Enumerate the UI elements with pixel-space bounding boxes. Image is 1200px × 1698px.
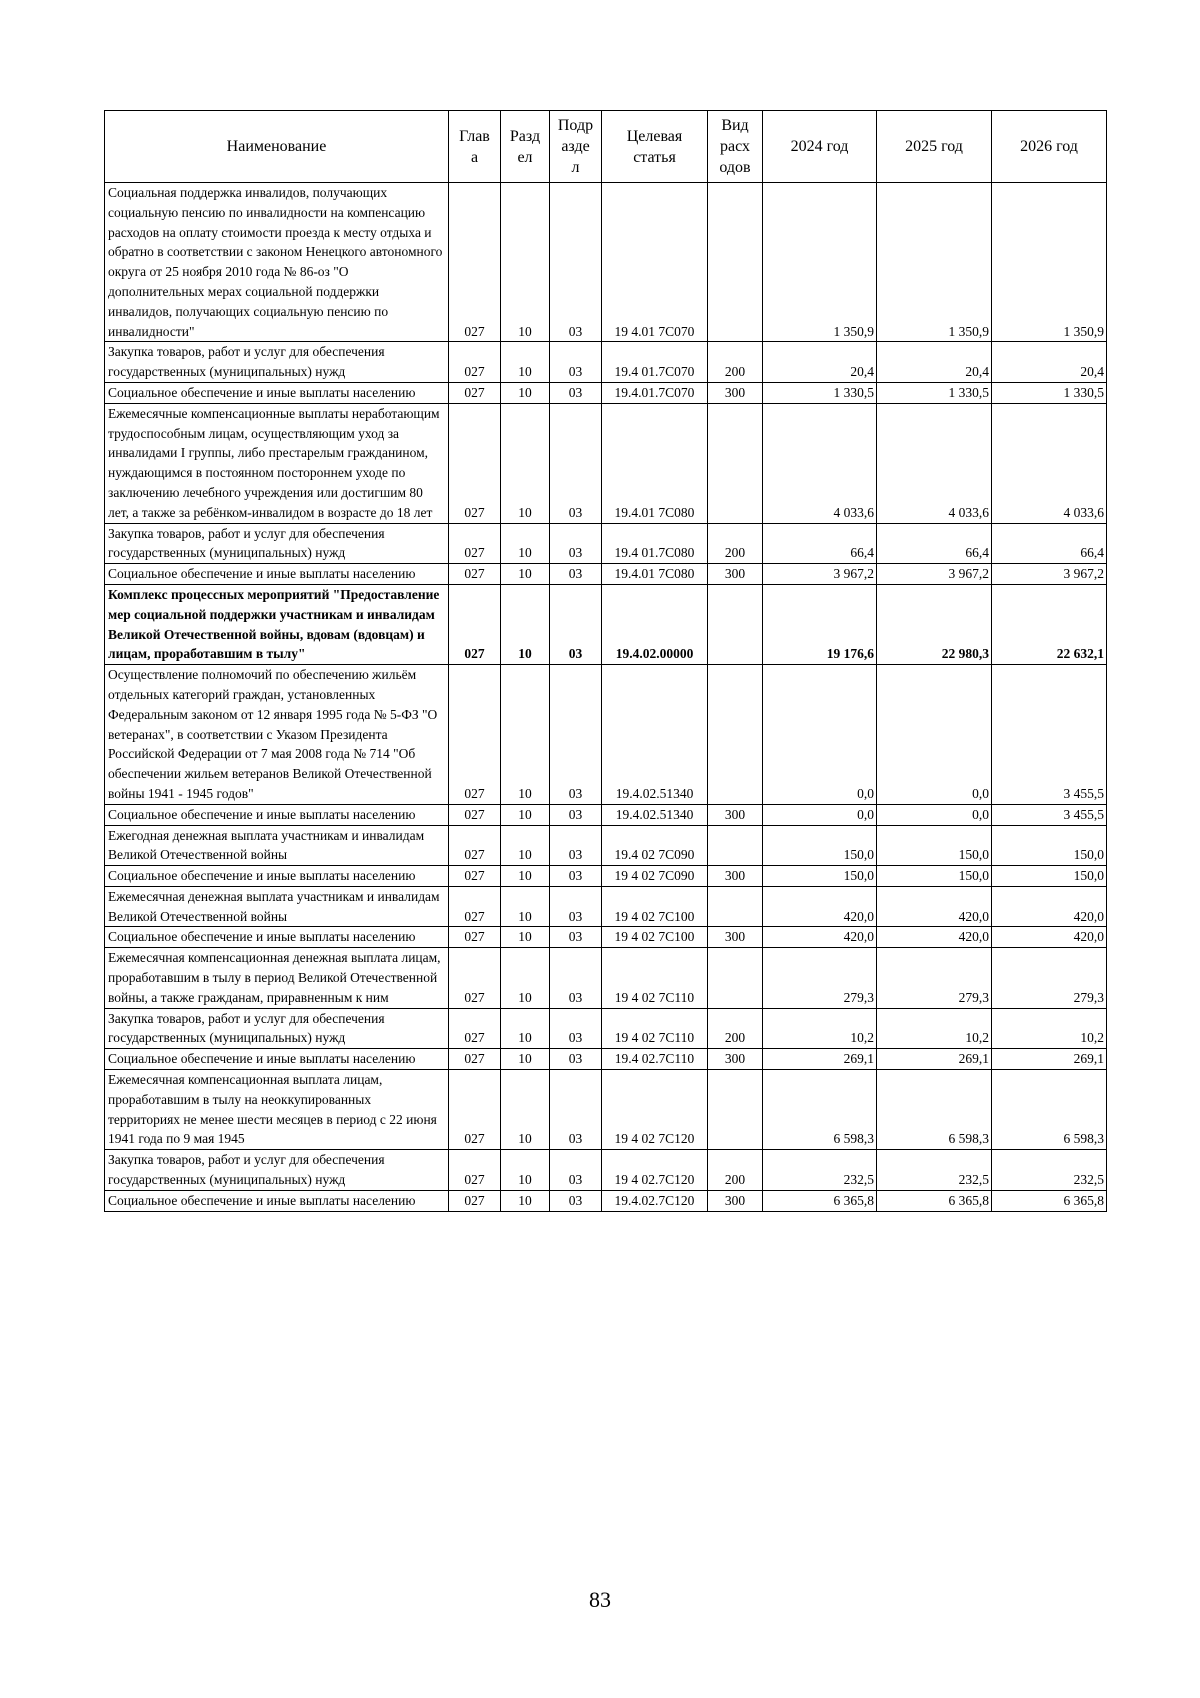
cell-razdel: 10 xyxy=(501,825,550,866)
cell-vid: 200 xyxy=(708,342,763,383)
cell-2025: 1 350,9 xyxy=(877,183,992,342)
cell-2026: 279,3 xyxy=(992,948,1107,1008)
cell-2024: 150,0 xyxy=(763,825,877,866)
cell-2025: 1 330,5 xyxy=(877,382,992,403)
cell-2024: 269,1 xyxy=(763,1049,877,1070)
cell-2026: 420,0 xyxy=(992,927,1107,948)
cell-razdel: 10 xyxy=(501,523,550,564)
cell-name: Ежемесячная компенсационная денежная выплата лицам, проработавшим в тылу в период Великой Отечественной войны, а также гражданам, приравненным к ним xyxy=(105,948,449,1008)
cell-2026: 66,4 xyxy=(992,523,1107,564)
cell-podrazdel: 03 xyxy=(550,1070,602,1150)
table-row xyxy=(105,523,1107,564)
cell-glava: 027 xyxy=(449,665,501,805)
cell-2024: 0,0 xyxy=(763,804,877,825)
cell-razdel: 10 xyxy=(501,342,550,383)
cell-glava: 027 xyxy=(449,1190,501,1211)
cell-name: Ежемесячная денежная выплата участникам и инвалидам Великой Отечественной войны xyxy=(105,886,449,927)
cell-2026: 3 455,5 xyxy=(992,665,1107,805)
cell-vid: 300 xyxy=(708,1049,763,1070)
cell-vid: 300 xyxy=(708,866,763,887)
cell-podrazdel: 03 xyxy=(550,183,602,342)
table-row xyxy=(105,1049,1107,1070)
cell-2025: 420,0 xyxy=(877,927,992,948)
cell-vid xyxy=(708,1070,763,1150)
table-row xyxy=(105,804,1107,825)
header-vid xyxy=(708,111,763,183)
cell-glava: 027 xyxy=(449,886,501,927)
header-glava xyxy=(449,111,501,183)
cell-podrazdel: 03 xyxy=(550,382,602,403)
cell-2026: 1 330,5 xyxy=(992,382,1107,403)
cell-article: 19.4.01.7С070 xyxy=(602,382,708,403)
cell-name: Ежемесячные компенсационные выплаты неработающим трудоспособным лицам, осуществляющим уход за инвалидами I группы, либо престарелым гражданином, нуждающимся в постоянном постороннем уходе по заключению лечебного учреждения или достигшим 80 лет, а также за ребёнком-инвалидом в возрасте до 18 лет xyxy=(105,403,449,523)
cell-2024: 420,0 xyxy=(763,927,877,948)
header-razdel-label: Разд ел xyxy=(509,127,541,166)
cell-name: Социальное обеспечение и иные выплаты населению xyxy=(105,927,449,948)
cell-2025: 269,1 xyxy=(877,1049,992,1070)
cell-razdel: 10 xyxy=(501,183,550,342)
cell-2026: 150,0 xyxy=(992,866,1107,887)
cell-glava: 027 xyxy=(449,523,501,564)
table-row xyxy=(105,584,1107,664)
cell-2025: 20,4 xyxy=(877,342,992,383)
cell-2025: 3 967,2 xyxy=(877,564,992,585)
cell-podrazdel: 03 xyxy=(550,948,602,1008)
table-row xyxy=(105,948,1107,1008)
cell-name: Социальная поддержка инвалидов, получающих социальную пенсию по инвалидности на компенсацию расходов на оплату стоимости проезда к месту отдыха и обратно в соответствии с законом Ненецкого автономного округа от 25 ноября 2010 года № 86-оз "О дополнительных мерах социальной поддержки инвалидов, получающих социальную пенсию по инвалидности" xyxy=(105,183,449,342)
budget-table xyxy=(104,110,1107,1212)
cell-vid: 200 xyxy=(708,1008,763,1049)
cell-2026: 232,5 xyxy=(992,1150,1107,1191)
cell-2024: 232,5 xyxy=(763,1150,877,1191)
table-row xyxy=(105,927,1107,948)
cell-razdel: 10 xyxy=(501,886,550,927)
cell-2026: 6 365,8 xyxy=(992,1190,1107,1211)
cell-2024: 150,0 xyxy=(763,866,877,887)
cell-2025: 6 365,8 xyxy=(877,1190,992,1211)
cell-2024: 19 176,6 xyxy=(763,584,877,664)
cell-razdel: 10 xyxy=(501,665,550,805)
table-body xyxy=(105,183,1107,1212)
cell-2025: 232,5 xyxy=(877,1150,992,1191)
page-number: 83 xyxy=(589,1587,611,1612)
cell-name: Комплекс процессных мероприятий "Предоставление мер социальной поддержки участникам и инвалидам Великой Отечественной войны, вдовам (вдовцам) и лицам, проработавшим в тылу" xyxy=(105,584,449,664)
header-name: Наименование xyxy=(105,111,449,183)
cell-razdel: 10 xyxy=(501,948,550,1008)
cell-2024: 10,2 xyxy=(763,1008,877,1049)
cell-2025: 150,0 xyxy=(877,825,992,866)
cell-2024: 6 365,8 xyxy=(763,1190,877,1211)
header-2025: 2025 год xyxy=(877,111,992,183)
cell-glava: 027 xyxy=(449,866,501,887)
table-row xyxy=(105,1070,1107,1150)
cell-2026: 6 598,3 xyxy=(992,1070,1107,1150)
cell-glava: 027 xyxy=(449,1049,501,1070)
cell-podrazdel: 03 xyxy=(550,804,602,825)
cell-razdel: 10 xyxy=(501,564,550,585)
cell-2024: 66,4 xyxy=(763,523,877,564)
cell-2024: 20,4 xyxy=(763,342,877,383)
table-row xyxy=(105,342,1107,383)
cell-2025: 279,3 xyxy=(877,948,992,1008)
cell-2025: 0,0 xyxy=(877,665,992,805)
cell-vid xyxy=(708,584,763,664)
cell-razdel: 10 xyxy=(501,382,550,403)
cell-article: 19.4 01.7С080 xyxy=(602,523,708,564)
cell-2025: 22 980,3 xyxy=(877,584,992,664)
header-article xyxy=(602,111,708,183)
cell-podrazdel: 03 xyxy=(550,1008,602,1049)
header-podrazdel xyxy=(550,111,602,183)
cell-vid xyxy=(708,403,763,523)
cell-glava: 027 xyxy=(449,1150,501,1191)
cell-glava: 027 xyxy=(449,183,501,342)
cell-article: 19 4 02 7С100 xyxy=(602,927,708,948)
cell-name: Закупка товаров, работ и услуг для обеспечения государственных (муниципальных) нужд xyxy=(105,1150,449,1191)
cell-podrazdel: 03 xyxy=(550,584,602,664)
cell-glava: 027 xyxy=(449,342,501,383)
header-vid-label: Вид расх одов xyxy=(719,117,751,176)
header-razdel xyxy=(501,111,550,183)
cell-name: Социальное обеспечение и иные выплаты населению xyxy=(105,866,449,887)
cell-2026: 420,0 xyxy=(992,886,1107,927)
cell-2024: 3 967,2 xyxy=(763,564,877,585)
cell-article: 19 4 02.7С120 xyxy=(602,1150,708,1191)
header-2026: 2026 год xyxy=(992,111,1107,183)
cell-name: Ежегодная денежная выплата участникам и инвалидам Великой Отечественной войны xyxy=(105,825,449,866)
table-row xyxy=(105,382,1107,403)
cell-2025: 150,0 xyxy=(877,866,992,887)
cell-article: 19.4.02.7С120 xyxy=(602,1190,708,1211)
cell-vid: 300 xyxy=(708,1190,763,1211)
cell-2024: 1 350,9 xyxy=(763,183,877,342)
cell-article: 19.4.02.51340 xyxy=(602,804,708,825)
cell-2025: 6 598,3 xyxy=(877,1070,992,1150)
cell-glava: 027 xyxy=(449,804,501,825)
header-glava-label: Глав а xyxy=(459,127,490,166)
cell-vid: 200 xyxy=(708,1150,763,1191)
cell-name: Осуществление полномочий по обеспечению жильём отдельных категорий граждан, установленных Федеральным законом от 12 января 1995 года № 5-ФЗ "О ветеранах", в соответствии с Указом Президента Российской Федерации от 7 мая 2008 года № 714 "Об обеспечении жильем ветеранов Великой Отечественной войны 1941 - 1945 годов" xyxy=(105,665,449,805)
cell-2026: 10,2 xyxy=(992,1008,1107,1049)
cell-article: 19.4 02.7С110 xyxy=(602,1049,708,1070)
cell-2024: 1 330,5 xyxy=(763,382,877,403)
cell-name: Социальное обеспечение и иные выплаты населению xyxy=(105,1049,449,1070)
cell-2026: 3 967,2 xyxy=(992,564,1107,585)
cell-2026: 22 632,1 xyxy=(992,584,1107,664)
cell-name: Закупка товаров, работ и услуг для обеспечения государственных (муниципальных) нужд xyxy=(105,1008,449,1049)
cell-2025: 66,4 xyxy=(877,523,992,564)
cell-razdel: 10 xyxy=(501,804,550,825)
cell-glava: 027 xyxy=(449,948,501,1008)
cell-podrazdel: 03 xyxy=(550,886,602,927)
cell-2024: 4 033,6 xyxy=(763,403,877,523)
header-2024: 2024 год xyxy=(763,111,877,183)
cell-glava: 027 xyxy=(449,382,501,403)
cell-2025: 0,0 xyxy=(877,804,992,825)
cell-glava: 027 xyxy=(449,1008,501,1049)
cell-article: 19.4.01 7С080 xyxy=(602,403,708,523)
cell-article: 19.4.01 7С080 xyxy=(602,564,708,585)
table-row xyxy=(105,1190,1107,1211)
cell-article: 19 4 02 7С110 xyxy=(602,948,708,1008)
cell-razdel: 10 xyxy=(501,866,550,887)
cell-vid xyxy=(708,886,763,927)
table-row xyxy=(105,886,1107,927)
cell-vid xyxy=(708,948,763,1008)
cell-vid: 300 xyxy=(708,382,763,403)
cell-razdel: 10 xyxy=(501,584,550,664)
cell-podrazdel: 03 xyxy=(550,927,602,948)
cell-2024: 420,0 xyxy=(763,886,877,927)
cell-2024: 0,0 xyxy=(763,665,877,805)
cell-razdel: 10 xyxy=(501,403,550,523)
cell-glava: 027 xyxy=(449,564,501,585)
cell-podrazdel: 03 xyxy=(550,866,602,887)
cell-glava: 027 xyxy=(449,927,501,948)
cell-podrazdel: 03 xyxy=(550,665,602,805)
table-row xyxy=(105,1150,1107,1191)
cell-article: 19 4 02 7С110 xyxy=(602,1008,708,1049)
cell-article: 19.4.02.51340 xyxy=(602,665,708,805)
header-row xyxy=(105,111,1107,183)
cell-2026: 3 455,5 xyxy=(992,804,1107,825)
cell-vid: 300 xyxy=(708,927,763,948)
cell-name: Закупка товаров, работ и услуг для обеспечения государственных (муниципальных) нужд xyxy=(105,342,449,383)
cell-razdel: 10 xyxy=(501,1070,550,1150)
cell-vid: 200 xyxy=(708,523,763,564)
header-podrazdel-label: Подр азде л xyxy=(557,117,594,176)
cell-2024: 6 598,3 xyxy=(763,1070,877,1150)
cell-razdel: 10 xyxy=(501,1049,550,1070)
cell-vid xyxy=(708,825,763,866)
cell-2025: 4 033,6 xyxy=(877,403,992,523)
table-row xyxy=(105,183,1107,342)
cell-vid: 300 xyxy=(708,564,763,585)
cell-glava: 027 xyxy=(449,584,501,664)
cell-name: Ежемесячная компенсационная выплата лицам, проработавшим в тылу на неоккупированных территориях не менее шести месяцев в период с 22 июня 1941 года по 9 мая 1945 xyxy=(105,1070,449,1150)
cell-vid: 300 xyxy=(708,804,763,825)
cell-podrazdel: 03 xyxy=(550,1049,602,1070)
cell-2026: 4 033,6 xyxy=(992,403,1107,523)
cell-article: 19.4 02 7С090 xyxy=(602,825,708,866)
table-row xyxy=(105,1008,1107,1049)
cell-vid xyxy=(708,665,763,805)
cell-podrazdel: 03 xyxy=(550,825,602,866)
table-row xyxy=(105,403,1107,523)
cell-podrazdel: 03 xyxy=(550,1190,602,1211)
cell-name: Социальное обеспечение и иные выплаты населению xyxy=(105,564,449,585)
cell-2024: 279,3 xyxy=(763,948,877,1008)
cell-article: 19 4 02 7С120 xyxy=(602,1070,708,1150)
cell-article: 19 4 02 7С090 xyxy=(602,866,708,887)
cell-razdel: 10 xyxy=(501,1190,550,1211)
cell-article: 19 4.01 7С070 xyxy=(602,183,708,342)
cell-2025: 10,2 xyxy=(877,1008,992,1049)
cell-name: Социальное обеспечение и иные выплаты населению xyxy=(105,1190,449,1211)
cell-2026: 269,1 xyxy=(992,1049,1107,1070)
cell-name: Социальное обеспечение и иные выплаты населению xyxy=(105,382,449,403)
cell-name: Социальное обеспечение и иные выплаты населению xyxy=(105,804,449,825)
cell-razdel: 10 xyxy=(501,1008,550,1049)
cell-2026: 1 350,9 xyxy=(992,183,1107,342)
table-row xyxy=(105,564,1107,585)
cell-2025: 420,0 xyxy=(877,886,992,927)
cell-article: 19.4 01.7С070 xyxy=(602,342,708,383)
cell-2026: 150,0 xyxy=(992,825,1107,866)
cell-podrazdel: 03 xyxy=(550,564,602,585)
cell-article: 19.4.02.00000 xyxy=(602,584,708,664)
cell-name: Закупка товаров, работ и услуг для обеспечения государственных (муниципальных) нужд xyxy=(105,523,449,564)
cell-vid xyxy=(708,183,763,342)
cell-glava: 027 xyxy=(449,825,501,866)
cell-article: 19 4 02 7С100 xyxy=(602,886,708,927)
cell-2026: 20,4 xyxy=(992,342,1107,383)
cell-razdel: 10 xyxy=(501,927,550,948)
cell-podrazdel: 03 xyxy=(550,342,602,383)
cell-podrazdel: 03 xyxy=(550,1150,602,1191)
table-row xyxy=(105,825,1107,866)
cell-podrazdel: 03 xyxy=(550,523,602,564)
cell-glava: 027 xyxy=(449,1070,501,1150)
header-article-label: Целевая статья xyxy=(626,127,683,166)
table-row xyxy=(105,866,1107,887)
cell-razdel: 10 xyxy=(501,1150,550,1191)
table-row xyxy=(105,665,1107,805)
cell-glava: 027 xyxy=(449,403,501,523)
cell-podrazdel: 03 xyxy=(550,403,602,523)
